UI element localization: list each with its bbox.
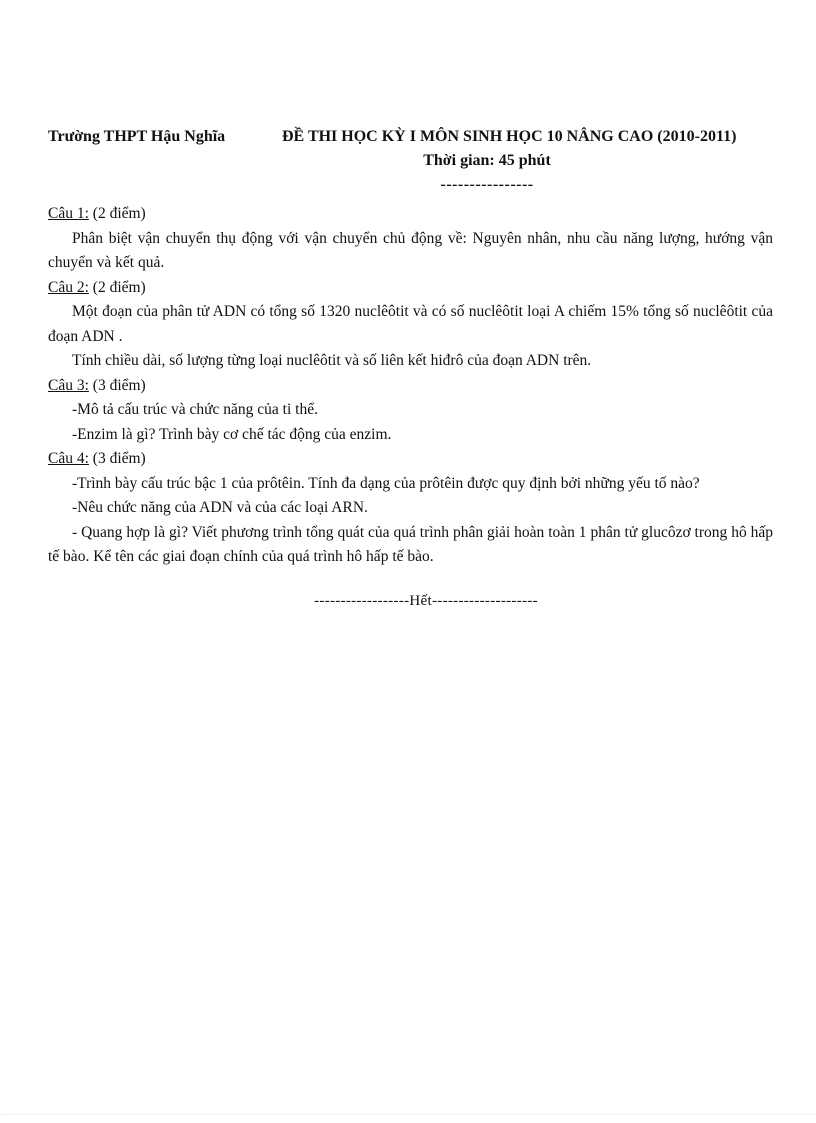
- end-marker: ------------------Hết--------------------: [314, 593, 538, 609]
- question-heading: [48, 202, 773, 227]
- question-1: [48, 202, 773, 276]
- question-points: (3 điểm): [92, 450, 146, 467]
- question-3: [48, 374, 773, 448]
- question-label: Câu 2:: [48, 278, 89, 296]
- question-text: Tính chiều dài, số lượng từng loại nuclêôtit và số liên kết hiđrô của đoạn ADN trên.: [72, 352, 592, 369]
- question-label: Câu 3:: [48, 376, 89, 394]
- page-bottom-rule: [0, 1114, 816, 1116]
- header-divider: ----------------: [440, 176, 534, 193]
- question-label: Câu 1:: [48, 205, 89, 222]
- time-value: 45 phút: [498, 152, 551, 169]
- question-heading: [48, 276, 773, 301]
- question-4: [48, 447, 773, 570]
- time-line: [0, 152, 816, 170]
- exam-title: ĐỀ THI HỌC KỲ I MÔN SINH HỌC 10 NÂNG CAO (2010-2011): [282, 128, 737, 145]
- question-text: Một đoạn của phân tử ADN có tổng số 1320 nuclêôtit và có số nuclêôtit loại A chiếm 15% tổng số nuclêôtit của đoạn ADN .: [48, 303, 773, 345]
- question-label: Câu 4:: [48, 450, 89, 467]
- question-points: (2 điểm): [92, 205, 146, 222]
- question-heading: [48, 447, 773, 472]
- exam-body: [48, 202, 773, 570]
- question-text: Phân biệt vận chuyển thụ động với vận chuyển chủ động về: Nguyên nhân, nhu cầu năng lượng, hướng vận chuyển và kết quả.: [48, 229, 773, 271]
- question-points: (3 điểm): [92, 376, 146, 394]
- question-text: -Enzim là gì? Trình bày cơ chế tác động của enzim.: [72, 425, 392, 443]
- question-heading: [48, 374, 773, 399]
- question-text: -Trình bày cấu trúc bậc 1 của prôtêin. Tính đa dạng của prôtêin được quy định bởi những yếu tố nào?: [72, 474, 700, 492]
- question-text: - Quang hợp là gì? Viết phương trình tổng quát của quá trình phân giải hoàn toàn 1 phân tử glucôzơ trong hô hấp tế bào. Kể tên các giai đoạn chính của quá trình hô hấp tế bào.: [48, 523, 773, 565]
- school-name: Trường THPT Hậu Nghĩa: [48, 128, 226, 145]
- question-text: -Mô tả cấu trúc và chức năng của ti thể.: [72, 401, 318, 418]
- question-points: (2 điểm): [92, 278, 146, 296]
- question-2: [48, 276, 773, 374]
- question-text: -Nêu chức năng của ADN và của các loại ARN.: [72, 499, 368, 516]
- time-label: Thời gian:: [423, 152, 495, 169]
